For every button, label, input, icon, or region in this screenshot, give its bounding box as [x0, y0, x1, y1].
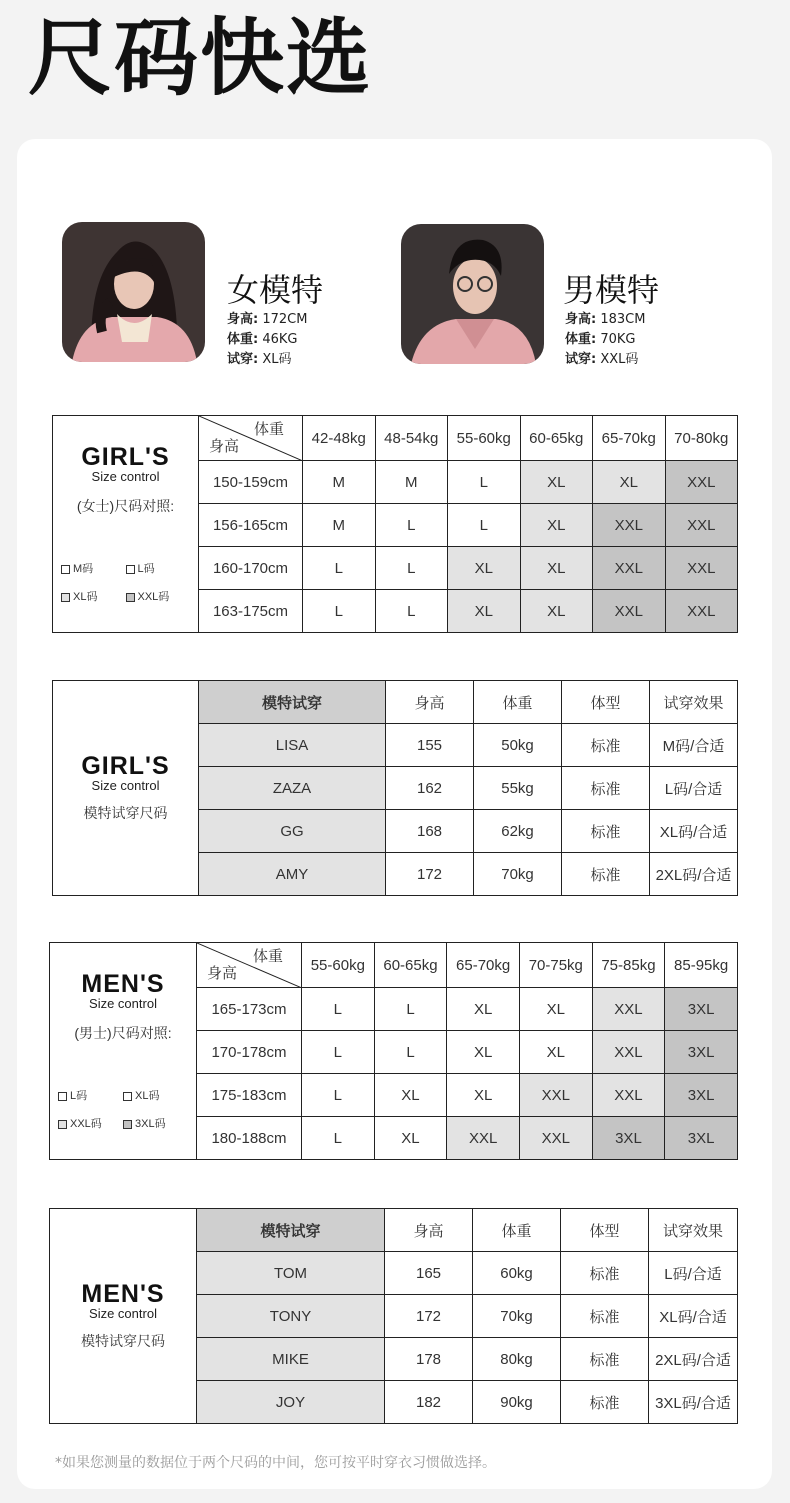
- corner-header: [199, 416, 303, 461]
- size-cell: 3XL: [665, 1031, 738, 1074]
- size-cell: XXL: [592, 1074, 665, 1117]
- weight-header: 65-70kg: [593, 416, 666, 461]
- column-header: 身高: [385, 1209, 473, 1252]
- fit-result-value: XL码/合适: [649, 1295, 738, 1338]
- male-model-name: 男模特: [563, 271, 660, 309]
- mens-size-side: [50, 943, 197, 1160]
- height-cell: 160-170cm: [199, 547, 303, 590]
- weight-header: 70-80kg: [665, 416, 738, 461]
- size-cell: XL: [520, 504, 593, 547]
- girls-trial-table: [52, 680, 738, 896]
- size-cell: L: [303, 590, 376, 633]
- girls-size-caption: (女士)尺码对照:: [76, 498, 175, 514]
- column-header: 模特试穿: [197, 1209, 385, 1252]
- mens-trial-caption: 模特试穿尺码: [81, 1333, 165, 1349]
- corner-height-label: 身高: [207, 965, 238, 982]
- height-cell: 175-183cm: [197, 1074, 302, 1117]
- corner-header: [197, 943, 302, 988]
- size-cell: L: [374, 1031, 447, 1074]
- model-name-cell: MIKE: [197, 1338, 385, 1381]
- size-cell: L: [303, 547, 376, 590]
- girls-size-table: [52, 415, 738, 633]
- weight-value: 70kg: [474, 853, 562, 896]
- mens-trial-heading: MEN'S: [81, 1280, 165, 1308]
- height-cell: 163-175cm: [199, 590, 303, 633]
- size-cell: XL: [520, 547, 593, 590]
- size-cell: XXL: [592, 1031, 665, 1074]
- mens-size-subheading: Size control: [89, 996, 157, 1011]
- girls-size-side: [53, 416, 199, 633]
- body-type-value: 标准: [562, 810, 650, 853]
- size-cell: XXL: [593, 590, 666, 633]
- body-type-value: 标准: [562, 724, 650, 767]
- legend-swatch: [123, 1092, 132, 1101]
- height-value: 172: [385, 1295, 473, 1338]
- male-model-stats: 身高: 183CM 体重: 70KG 试穿: XXL码: [565, 312, 646, 367]
- size-cell: L: [448, 504, 521, 547]
- fit-result-value: 2XL码/合适: [650, 853, 738, 896]
- size-cell: XXL: [519, 1117, 592, 1160]
- body-type-value: 标准: [561, 1338, 649, 1381]
- size-cell: XXL: [665, 547, 738, 590]
- size-cell: L: [302, 1031, 375, 1074]
- weight-header: 65-70kg: [447, 943, 520, 988]
- column-header: 试穿效果: [650, 681, 738, 724]
- size-cell: XL: [448, 590, 521, 633]
- weight-header: 48-54kg: [375, 416, 448, 461]
- legend-item: XXL码: [126, 588, 191, 604]
- weight-header: 55-60kg: [448, 416, 521, 461]
- column-header: 体重: [473, 1209, 561, 1252]
- legend-swatch: [123, 1120, 132, 1129]
- legend-item: XL码: [123, 1087, 188, 1103]
- girls-trial-subheading: Size control: [91, 778, 160, 793]
- column-header: 模特试穿: [199, 681, 386, 724]
- weight-header: 85-95kg: [665, 943, 738, 988]
- size-cell: M: [303, 504, 376, 547]
- size-cell: XL: [374, 1074, 447, 1117]
- legend-item: XXL码: [58, 1115, 123, 1131]
- model-name-cell: TONY: [197, 1295, 385, 1338]
- height-value: 155: [386, 724, 474, 767]
- mens-size-caption: (男士)尺码对照:: [74, 1025, 172, 1041]
- size-cell: 3XL: [665, 1117, 738, 1160]
- size-cell: XL: [519, 1031, 592, 1074]
- weight-value: 90kg: [473, 1381, 561, 1424]
- girls-trial-heading: GIRL'S: [81, 752, 170, 780]
- size-cell: XL: [447, 1074, 520, 1117]
- weight-value: 70kg: [473, 1295, 561, 1338]
- model-name-cell: GG: [199, 810, 386, 853]
- size-cell: XL: [520, 590, 593, 633]
- model-name-cell: AMY: [199, 853, 386, 896]
- size-cell: L: [375, 504, 448, 547]
- fit-result-value: 3XL码/合适: [649, 1381, 738, 1424]
- footnote: *如果您测量的数据位于两个尺码的中间，您可按平时穿衣习惯做选择。: [55, 1455, 496, 1471]
- size-cell: XL: [374, 1117, 447, 1160]
- column-header: 体重: [474, 681, 562, 724]
- size-cell: M: [303, 461, 376, 504]
- size-cell: L: [302, 1074, 375, 1117]
- height-cell: 150-159cm: [199, 461, 303, 504]
- size-cell: XL: [448, 547, 521, 590]
- fit-result-value: XL码/合适: [650, 810, 738, 853]
- height-cell: 180-188cm: [197, 1117, 302, 1160]
- legend-item: L码: [126, 560, 191, 576]
- girls-trial-side: [53, 681, 199, 896]
- body-type-value: 标准: [561, 1381, 649, 1424]
- weight-value: 55kg: [474, 767, 562, 810]
- mens-trial-table: [49, 1208, 738, 1424]
- size-cell: M: [375, 461, 448, 504]
- legend-item: 3XL码: [123, 1115, 188, 1131]
- size-cell: XXL: [519, 1074, 592, 1117]
- size-cell: L: [302, 1117, 375, 1160]
- size-cell: XXL: [665, 504, 738, 547]
- weight-header: 70-75kg: [519, 943, 592, 988]
- height-value: 178: [385, 1338, 473, 1381]
- mens-trial-side: [50, 1209, 197, 1424]
- weight-value: 50kg: [474, 724, 562, 767]
- legend-swatch: [126, 565, 135, 574]
- legend-swatch: [58, 1120, 67, 1129]
- size-cell: XL: [520, 461, 593, 504]
- legend-swatch: [61, 565, 70, 574]
- female-model-stats: 身高: 172CM 体重: 46KG 试穿: XL码: [227, 312, 308, 367]
- size-cell: XXL: [665, 461, 738, 504]
- legend-swatch: [126, 593, 135, 602]
- column-header: 试穿效果: [649, 1209, 738, 1252]
- legend-item: L码: [58, 1087, 123, 1103]
- corner-weight-label: 体重: [252, 948, 283, 965]
- corner-weight-label: 体重: [253, 421, 284, 438]
- height-value: 162: [386, 767, 474, 810]
- body-type-value: 标准: [561, 1252, 649, 1295]
- height-cell: 170-178cm: [197, 1031, 302, 1074]
- male-model-photo: [401, 224, 544, 364]
- size-cell: 3XL: [665, 1074, 738, 1117]
- weight-header: 60-65kg: [520, 416, 593, 461]
- model-name-cell: LISA: [199, 724, 386, 767]
- weight-header: 75-85kg: [592, 943, 665, 988]
- size-cell: L: [374, 988, 447, 1031]
- size-cell: XXL: [593, 547, 666, 590]
- model-name-cell: ZAZA: [199, 767, 386, 810]
- size-cell: XL: [447, 988, 520, 1031]
- height-cell: 156-165cm: [199, 504, 303, 547]
- size-cell: XL: [593, 461, 666, 504]
- girls-size-legend: [53, 560, 198, 604]
- legend-item: XL码: [61, 588, 126, 604]
- mens-size-table: [49, 942, 738, 1160]
- body-type-value: 标准: [561, 1295, 649, 1338]
- height-value: 182: [385, 1381, 473, 1424]
- legend-swatch: [61, 593, 70, 602]
- weight-header: 42-48kg: [303, 416, 376, 461]
- size-cell: L: [448, 461, 521, 504]
- page-title: 尺码快选: [28, 9, 373, 107]
- weight-header: 55-60kg: [302, 943, 375, 988]
- size-cell: 3XL: [592, 1117, 665, 1160]
- height-value: 168: [386, 810, 474, 853]
- female-model-photo: [62, 222, 205, 362]
- model-name-cell: TOM: [197, 1252, 385, 1295]
- height-cell: 165-173cm: [197, 988, 302, 1031]
- column-header: 体型: [561, 1209, 649, 1252]
- model-name-cell: JOY: [197, 1381, 385, 1424]
- girls-size-subheading: Size control: [91, 469, 160, 484]
- weight-value: 80kg: [473, 1338, 561, 1381]
- size-cell: XXL: [592, 988, 665, 1031]
- column-header: 体型: [562, 681, 650, 724]
- body-type-value: 标准: [562, 853, 650, 896]
- fit-result-value: 2XL码/合适: [649, 1338, 738, 1381]
- girls-trial-caption: 模特试穿尺码: [83, 805, 168, 821]
- size-cell: XXL: [593, 504, 666, 547]
- size-cell: XXL: [665, 590, 738, 633]
- size-cell: L: [302, 988, 375, 1031]
- weight-value: 62kg: [474, 810, 562, 853]
- height-value: 165: [385, 1252, 473, 1295]
- female-model-name: 女模特: [227, 271, 324, 309]
- fit-result-value: M码/合适: [650, 724, 738, 767]
- size-cell: XL: [519, 988, 592, 1031]
- size-cell: 3XL: [665, 988, 738, 1031]
- corner-height-label: 身高: [209, 438, 240, 455]
- mens-size-legend: [50, 1087, 196, 1131]
- fit-result-value: L码/合适: [650, 767, 738, 810]
- legend-swatch: [58, 1092, 67, 1101]
- weight-value: 60kg: [473, 1252, 561, 1295]
- size-cell: XL: [447, 1031, 520, 1074]
- legend-item: M码: [61, 560, 126, 576]
- mens-size-heading: MEN'S: [81, 970, 165, 998]
- size-cell: L: [375, 590, 448, 633]
- body-type-value: 标准: [562, 767, 650, 810]
- girls-size-heading: GIRL'S: [81, 443, 170, 471]
- fit-result-value: L码/合适: [649, 1252, 738, 1295]
- size-cell: L: [375, 547, 448, 590]
- column-header: 身高: [386, 681, 474, 724]
- mens-trial-subheading: Size control: [89, 1306, 157, 1321]
- size-cell: XXL: [447, 1117, 520, 1160]
- weight-header: 60-65kg: [374, 943, 447, 988]
- height-value: 172: [386, 853, 474, 896]
